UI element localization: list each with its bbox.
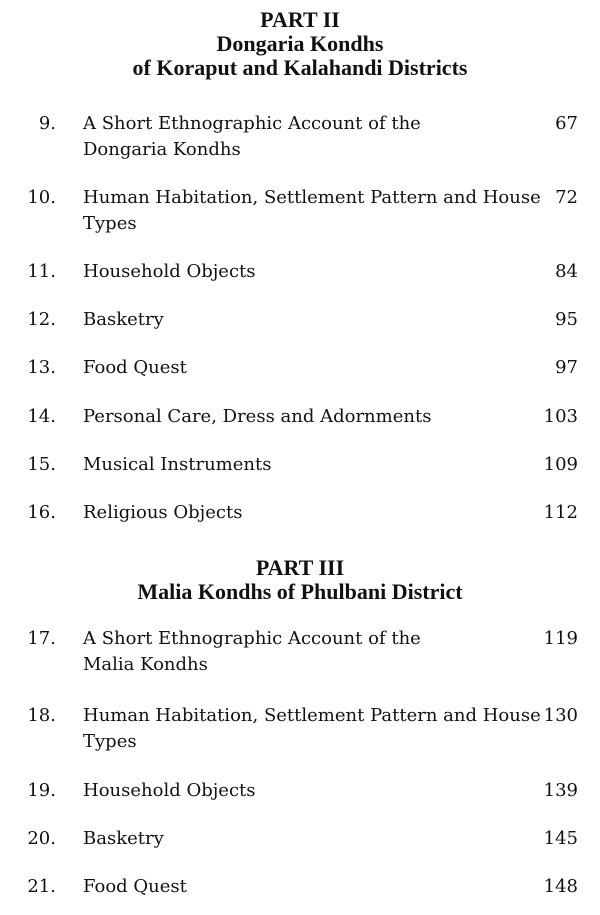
chapter-number: 17. — [27, 628, 56, 649]
chapter-title — [83, 703, 541, 755]
page-number: 67 — [555, 113, 578, 134]
part-2-title-line-2: of Koraput and Kalahandi Districts — [132, 55, 468, 80]
chapter-title-line-2: Dongaria Kondhs — [83, 139, 241, 160]
chapter-number: 16. — [27, 502, 56, 523]
chapter-title — [83, 111, 533, 163]
chapter-title — [83, 626, 533, 678]
page-number: 145 — [543, 828, 578, 849]
chapter-title-line-1: Human Habitation, Settlement Pattern and House — [83, 705, 541, 726]
chapter-number: 9. — [38, 113, 56, 134]
part-3-label: PART III — [255, 555, 345, 580]
chapter-title-line-2: Types — [83, 731, 137, 752]
page-number: 130 — [543, 705, 578, 726]
page-number: 119 — [543, 628, 578, 649]
part-2-heading — [0, 8, 600, 80]
part-3-heading — [0, 556, 600, 604]
chapter-title: Household Objects — [83, 261, 256, 282]
chapter-number: 19. — [27, 780, 56, 801]
chapter-number: 12. — [27, 309, 56, 330]
page-number: 103 — [543, 406, 578, 427]
part-2-title-line-1: Dongaria Kondhs — [216, 31, 384, 56]
page-number: 95 — [555, 309, 578, 330]
chapter-title: Basketry — [83, 309, 164, 330]
page-number: 72 — [555, 187, 578, 208]
page-number: 97 — [555, 357, 578, 378]
chapter-title: Household Objects — [83, 780, 256, 801]
part-3-title-line-1: Malia Kondhs of Phulbani District — [137, 579, 463, 604]
page-number: 109 — [543, 454, 578, 475]
chapter-number: 11. — [27, 261, 56, 282]
chapter-title: Food Quest — [83, 876, 187, 897]
chapter-number: 14. — [27, 406, 56, 427]
chapter-number: 15. — [27, 454, 56, 475]
chapter-number: 20. — [27, 828, 56, 849]
page-number: 148 — [543, 876, 578, 897]
chapter-title: Personal Care, Dress and Adornments — [83, 406, 432, 427]
page-number: 112 — [543, 502, 578, 523]
chapter-number: 18. — [27, 705, 56, 726]
chapter-number: 13. — [27, 357, 56, 378]
page-number: 139 — [543, 780, 578, 801]
chapter-title-line-1: Human Habitation, Settlement Pattern and House — [83, 187, 541, 208]
chapter-title: Musical Instruments — [83, 454, 272, 475]
chapter-title-line-2: Types — [83, 213, 137, 234]
chapter-number: 10. — [27, 187, 56, 208]
part-2-label: PART II — [260, 7, 340, 32]
chapter-title: Basketry — [83, 828, 164, 849]
chapter-title — [83, 185, 541, 237]
chapter-title-line-2: Malia Kondhs — [83, 654, 208, 675]
chapter-title: Food Quest — [83, 357, 187, 378]
page-number: 84 — [555, 261, 578, 282]
chapter-title-line-1: A Short Ethnographic Account of the — [83, 628, 421, 649]
chapter-number: 21. — [27, 876, 56, 897]
chapter-title: Religious Objects — [83, 502, 243, 523]
chapter-title-line-1: A Short Ethnographic Account of the — [83, 113, 421, 134]
